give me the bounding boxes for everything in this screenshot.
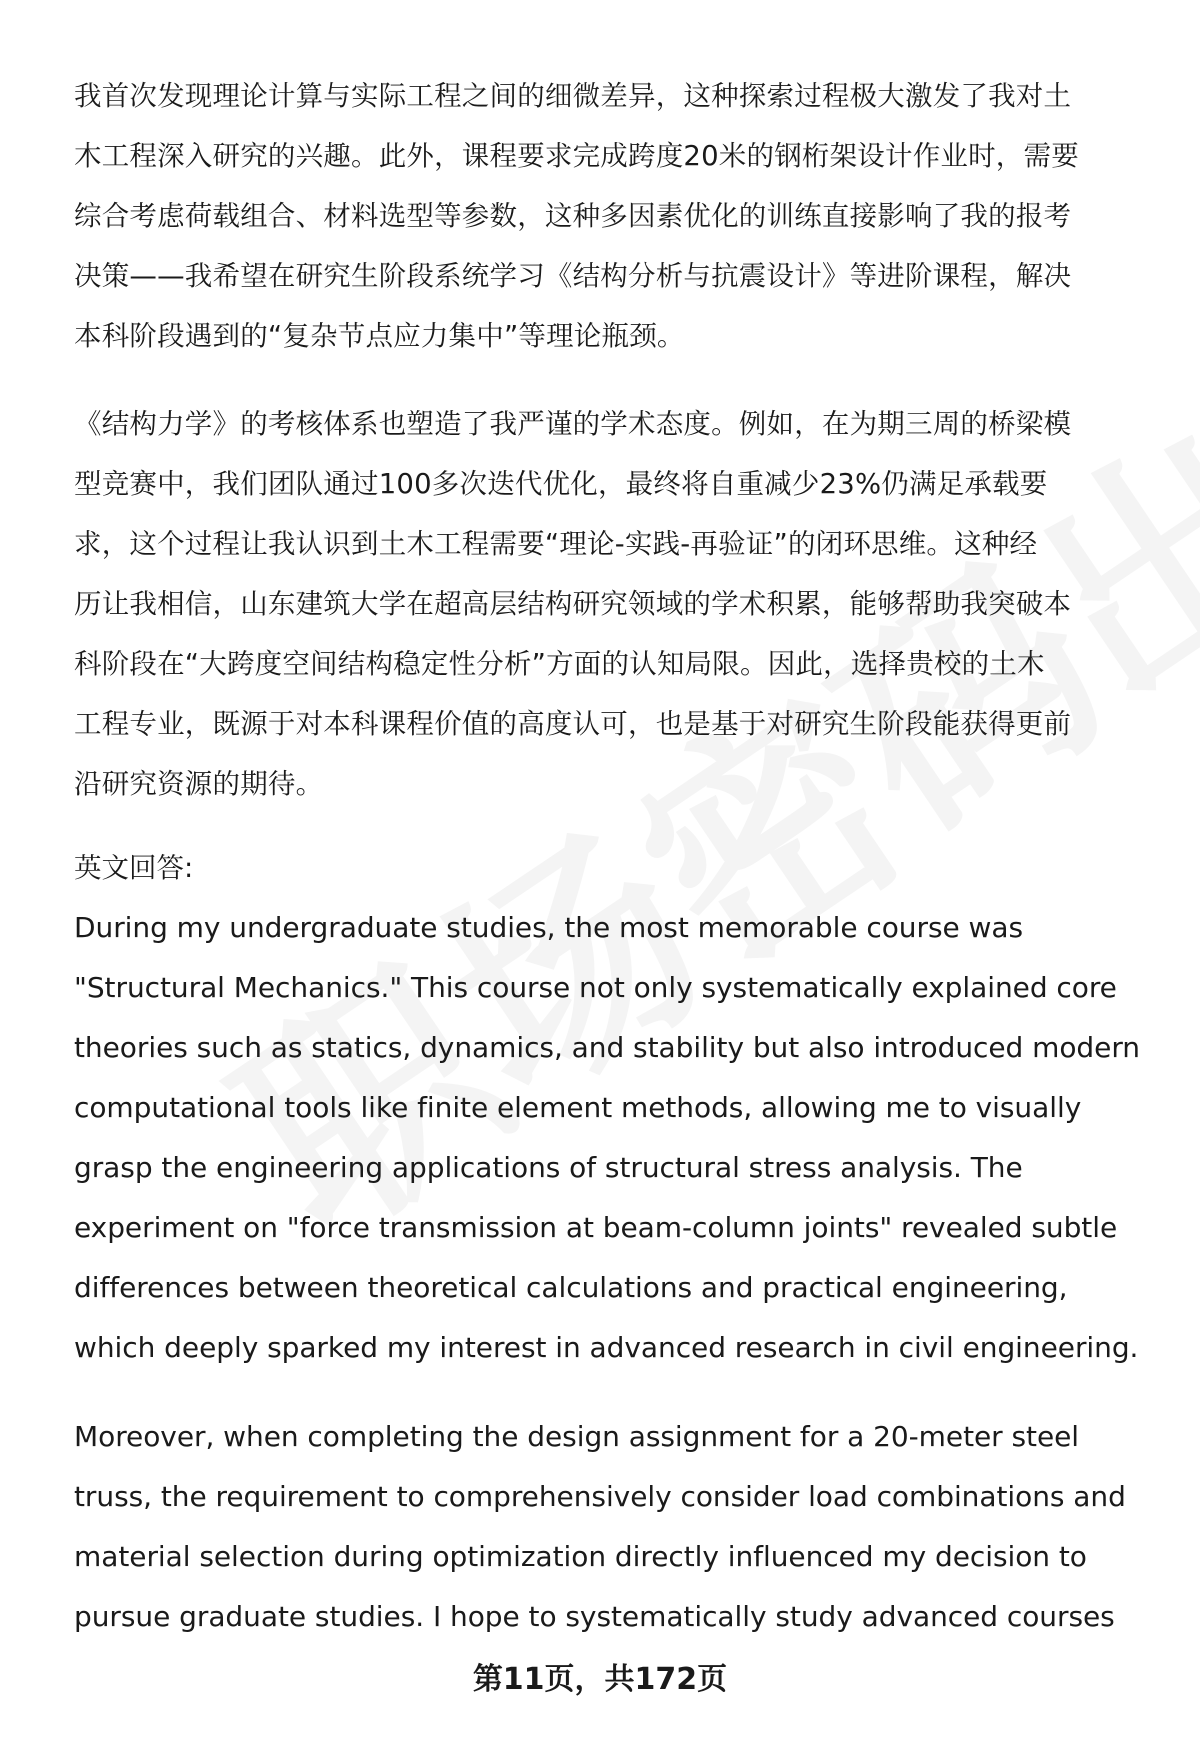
zh-paragraph-2: 《结构力学》的考核体系也塑造了我严谨的学术态度。例如，在为期三周的桥梁模 型竞赛中，我们团队通过100多次迭代优化，最终将自重减少23%仍满足承载要 求，这个过程让我认识到土木工程需要“理论-实践-再验证”的闭环思维。这种经 历让我相信，山东建筑大学在超高层结构研究领域的学术积累，能够帮助我突破本 科阶段在“大跨度空间结构稳定性分析”方面的认知局限。因此，选择贵校的土木 工程专业，既源于对本科课程价值的高度认可，也是基于对研究生阶段能获得更前 沿研究资源的期待。 — [74, 408, 1072, 800]
page-number: 第11页，共172页 — [472, 1662, 728, 1697]
english-answer-label: 英文回答: — [74, 852, 194, 884]
en-paragraph-2: Moreover, when completing the design assignment for a 20-meter steel truss, the requirement to comprehensively consider load combinations and material selection during optimization directly influenced my decision to pursue graduate studies. I hope to systematically study advanced courses — [74, 1420, 1126, 1633]
en-paragraph-1: During my undergraduate studies, the most memorable course was "Structural Mechanics." This course not only systematically explained core theories such as statics, dynamics, and stability but also introduced modern computational tools like finite element methods, allowing me to visually grasp the engineering applications of structural stress analysis. The experiment on "force transmission at beam-column joints" revealed subtle differences between theoretical calculations and practical engineering, which deeply sparked my interest in advanced research in civil engineering. — [74, 911, 1140, 1364]
zh-paragraph-1: 我首次发现理论计算与实际工程之间的细微差异，这种探索过程极大激发了我对土 木工程深入研究的兴趣。此外，课程要求完成跨度20米的钢桁架设计作业时，需要 综合考虑荷载组合、材料选型等参数，这种多因素优化的训练直接影响了我的报考 决策——我希望在研究生阶段系统学习《结构分析与抗震设计》等进阶课程，解决 本科阶段遇到的“复杂节点应力集中”等理论瓶颈。 — [74, 80, 1079, 352]
document-body — [74, 66, 1154, 1647]
